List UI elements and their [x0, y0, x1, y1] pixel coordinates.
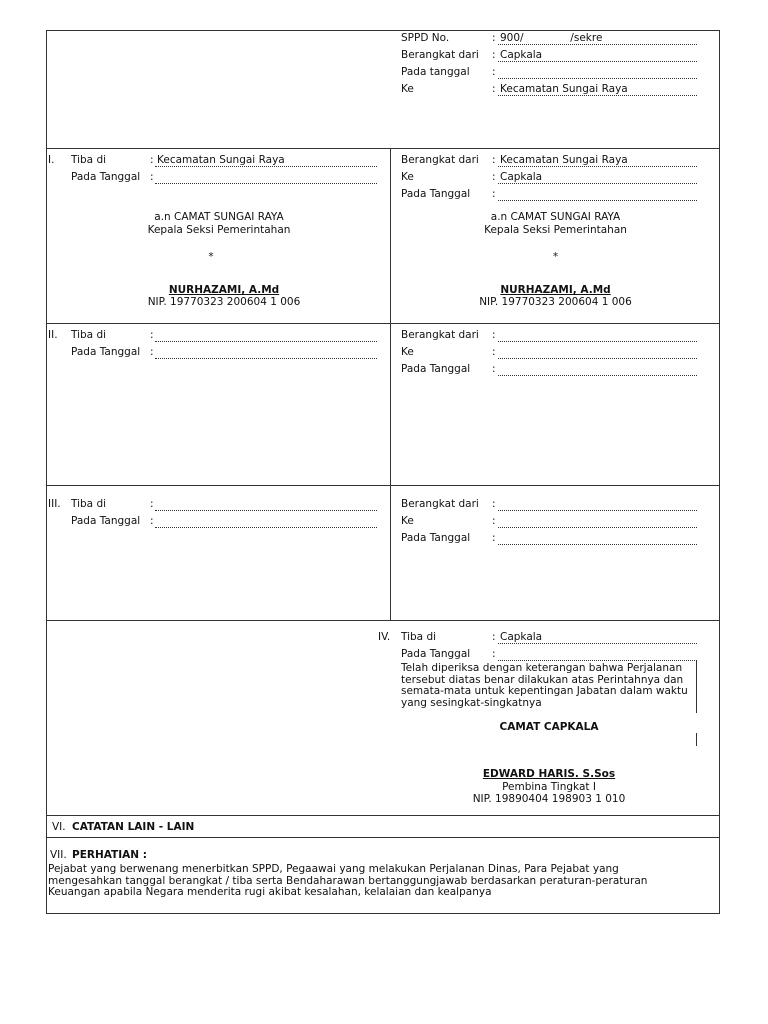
- statement-line: Telah diperiksa dengan keterangan bahwa Perjalanan: [401, 662, 683, 674]
- berangkat-label: Berangkat dari: [401, 154, 479, 166]
- ke-field[interactable]: Kecamatan Sungai Raya: [498, 83, 697, 96]
- divider: [46, 620, 720, 621]
- tiba-row: [71, 154, 377, 168]
- pada-tanggal-field[interactable]: [155, 346, 377, 359]
- colon: :: [492, 648, 496, 660]
- pada-tanggal-field[interactable]: [498, 648, 697, 661]
- signer-rank: Pembina Tingkat I: [502, 781, 596, 793]
- pada-label: Pada Tanggal: [71, 346, 141, 358]
- tiba-row: [71, 329, 377, 343]
- ke-field[interactable]: [498, 515, 697, 528]
- notice-line: Pejabat yang berwenang menerbitkan SPPD, Pegaawai yang melakukan Perjalanan Dinas, Para Pejabat yang: [48, 863, 619, 875]
- divider: [46, 485, 720, 486]
- statement-line: semata-mata untuk kepentingan Jabatan dalam waktu: [401, 685, 688, 697]
- pada-label: Pada Tanggal: [71, 171, 141, 183]
- section-number: I.: [48, 154, 55, 166]
- ke-field[interactable]: [498, 346, 697, 359]
- pada-tanggal-field[interactable]: [155, 515, 377, 528]
- divider: [46, 837, 720, 838]
- pada-row: [401, 363, 697, 377]
- pada-label: Pada Tanggal: [401, 188, 471, 200]
- colon: :: [492, 346, 496, 358]
- pada-tanggal-field[interactable]: [155, 171, 377, 184]
- bracket-mark: [696, 733, 697, 746]
- section-number: III.: [48, 498, 61, 510]
- ke-row: [401, 346, 697, 360]
- section-number: II.: [48, 329, 58, 341]
- pada-tanggal-field[interactable]: [498, 363, 697, 376]
- colon: :: [492, 532, 496, 544]
- ke-label: Ke: [401, 346, 414, 358]
- berangkat-row: [401, 154, 697, 168]
- pada-row: [401, 532, 697, 546]
- pada-label: Pada Tanggal: [71, 515, 141, 527]
- statement-line: yang sesingkat-singkatnya: [401, 696, 542, 709]
- berangkat-field[interactable]: Kecamatan Sungai Raya: [498, 154, 697, 167]
- notice-line: Keuangan apabila Negara menderita rugi akibat kesalahan, kelalaian dan kealpanya: [48, 886, 492, 898]
- signer-line1: a.n CAMAT SUNGAI RAYA: [490, 211, 621, 223]
- colon: :: [150, 346, 154, 358]
- colon: :: [492, 32, 496, 44]
- colon: :: [492, 66, 496, 78]
- section-number: IV.: [378, 631, 391, 643]
- ke-row: [401, 171, 697, 185]
- colon: :: [492, 498, 496, 510]
- divider: [46, 815, 720, 816]
- signer-line1: a.n CAMAT SUNGAI RAYA: [154, 211, 284, 223]
- ke-row: [401, 83, 697, 97]
- signer-line2: Kepala Seksi Pemerintahan: [147, 224, 291, 236]
- pada-row: [71, 171, 377, 185]
- signer-title: CAMAT CAPKALA: [499, 721, 599, 733]
- colon: :: [492, 83, 496, 95]
- signer-name: NURHAZAMI, A.Md: [168, 284, 280, 296]
- colon: :: [150, 171, 154, 183]
- colon: :: [150, 154, 154, 166]
- colon: :: [150, 498, 154, 510]
- section-title: PERHATIAN :: [72, 849, 147, 861]
- berangkat-label: Berangkat dari: [401, 329, 479, 341]
- signer-name: NURHAZAMI, A.Md: [500, 284, 611, 296]
- star-mark: *: [208, 251, 214, 263]
- berangkat-field[interactable]: Capkala: [498, 49, 697, 62]
- signer-nip: NIP. 19890404 198903 1 010: [472, 793, 626, 805]
- berangkat-row: [401, 49, 697, 63]
- colon: :: [492, 49, 496, 61]
- colon: :: [492, 171, 496, 183]
- section-number: VII.: [50, 849, 67, 861]
- pada-row: [71, 515, 377, 529]
- verification-statement: [401, 663, 697, 709]
- tiba-field[interactable]: [155, 498, 377, 511]
- signer-line2: Kepala Seksi Pemerintahan: [484, 224, 627, 236]
- pada-tanggal-field[interactable]: [498, 66, 697, 79]
- berangkat-row: [401, 498, 697, 512]
- ke-label: Ke: [401, 515, 414, 527]
- pada-label: Pada Tanggal: [401, 532, 471, 544]
- star-mark: *: [552, 251, 559, 263]
- colon: :: [492, 515, 496, 527]
- ke-row: [401, 515, 697, 529]
- pada-row: [401, 188, 697, 202]
- berangkat-row: [401, 329, 697, 343]
- colon: :: [150, 515, 154, 527]
- ke-label: Ke: [401, 83, 414, 95]
- pada-tanggal-field[interactable]: [498, 188, 697, 201]
- sppd-label: SPPD No.: [401, 32, 450, 44]
- pada-label: Pada Tanggal: [401, 648, 471, 660]
- tiba-label: Tiba di: [71, 154, 107, 166]
- colon: :: [492, 329, 496, 341]
- tiba-row: [71, 498, 377, 512]
- berangkat-label: Berangkat dari: [401, 49, 479, 61]
- signer-nip: NIP. 19770323 200604 1 006: [479, 296, 632, 308]
- colon: :: [492, 363, 496, 375]
- colon: :: [492, 154, 496, 166]
- notice-line: mengesahkan tanggal berangkat / tiba serta Bendaharawan bertanggungjawab berdasarkan peraturan-peraturan: [48, 874, 648, 887]
- section-title: CATATAN LAIN - LAIN: [72, 821, 195, 833]
- tiba-field[interactable]: Kecamatan Sungai Raya: [155, 154, 377, 167]
- tiba-label: Tiba di: [71, 329, 107, 341]
- pada-tanggal-field[interactable]: [498, 532, 697, 545]
- divider: [46, 148, 720, 149]
- tiba-label: Tiba di: [401, 631, 437, 643]
- sppd-row: [401, 32, 697, 46]
- bracket-mark: [696, 661, 697, 713]
- tiba-label: Tiba di: [71, 498, 107, 510]
- signer-nip: NIP. 19770323 200604 1 006: [147, 296, 301, 308]
- notice-text: [48, 864, 718, 899]
- pada-row: [71, 346, 377, 360]
- colon: :: [492, 631, 496, 643]
- signer-name: EDWARD HARIS. S.Sos: [482, 768, 616, 780]
- pada-label: Pada tanggal: [401, 66, 470, 78]
- ke-label: Ke: [401, 171, 414, 183]
- tiba-field[interactable]: [155, 329, 377, 342]
- colon: :: [492, 188, 496, 200]
- pada-row: [401, 66, 697, 80]
- pada-label: Pada Tanggal: [401, 363, 471, 375]
- colon: :: [150, 329, 154, 341]
- berangkat-field[interactable]: [498, 329, 697, 342]
- section-number: VI.: [52, 821, 66, 833]
- tiba-field[interactable]: Capkala: [498, 631, 697, 644]
- ke-field[interactable]: Capkala: [498, 171, 697, 184]
- berangkat-field[interactable]: [498, 498, 697, 511]
- tiba-row: [401, 631, 697, 645]
- sppd-number-field[interactable]: 900/ /sekre: [498, 32, 697, 45]
- statement-line: tersebut diatas benar dilakukan atas Perintahnya dan: [401, 673, 684, 686]
- berangkat-label: Berangkat dari: [401, 498, 479, 510]
- divider: [46, 323, 720, 324]
- pada-row: [401, 648, 697, 662]
